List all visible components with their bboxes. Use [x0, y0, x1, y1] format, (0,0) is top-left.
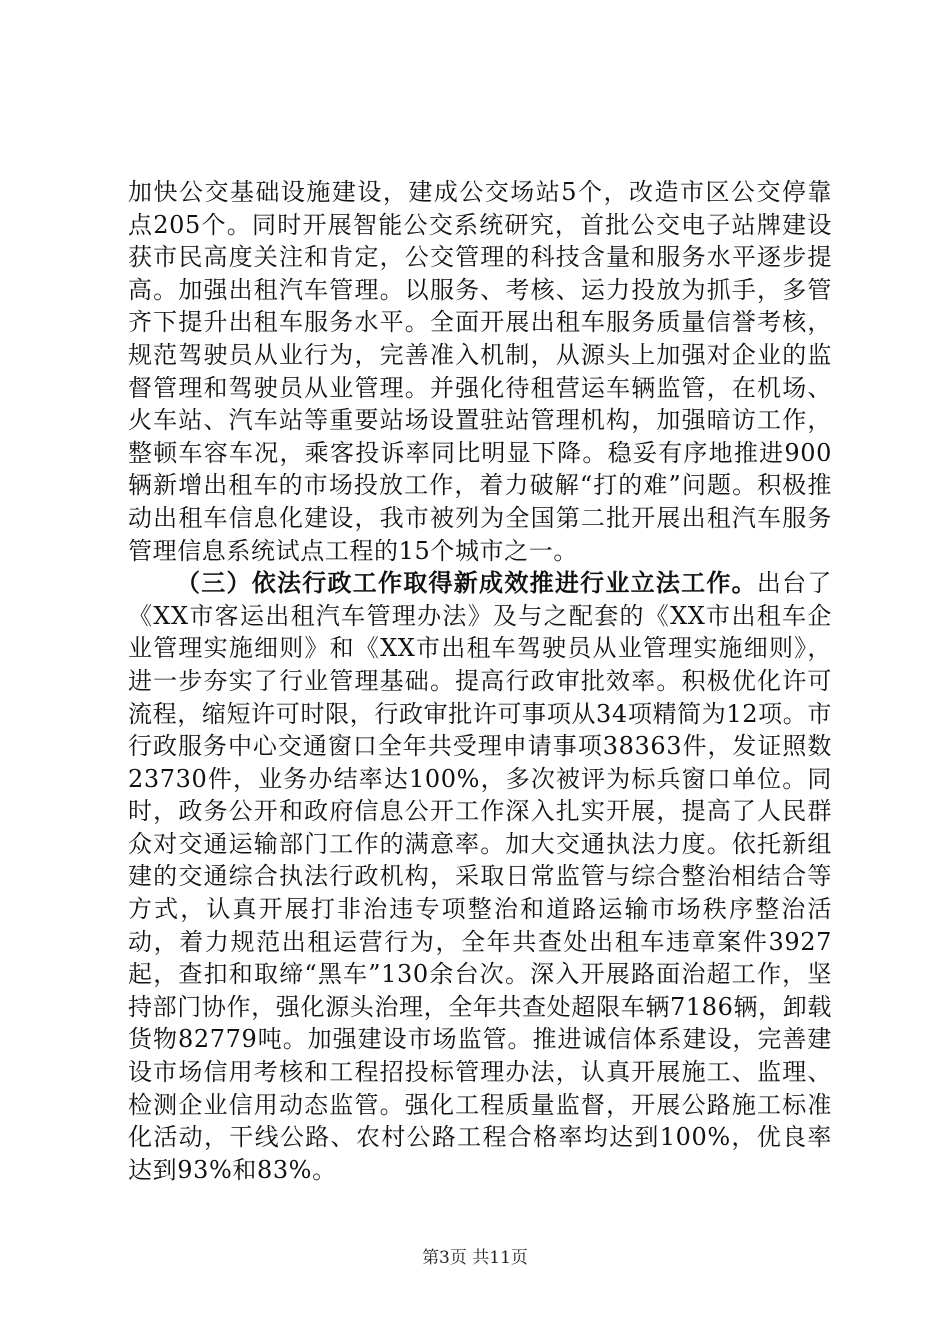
document-body	[128, 176, 832, 1186]
page-number-footer: 第3页 共11页	[422, 1248, 528, 1268]
paragraph-continuation: 加快公交基础设施建设，建成公交场站5个，改造市区公交停靠点205个。同时开展智能公交系统研究，首批公交电子站牌建设获市民高度关注和肯定，公交管理的科技含量和服务水平逐步提高。加强出租汽车管理。以服务、考核、运力投放为抓手，多管齐下提升出租车服务水平。全面开展出租车服务质量信誉考核，规范驾驶员从业行为，完善准入机制，从源头上加强对企业的监督管理和驾驶员从业管理。并强化待租营运车辆监管，在机场、火车站、汽车站等重要站场设置驻站管理机构，加强暗访工作，整顿车容车况，乘客投诉率同比明显下降。稳妥有序地推进900辆新增出租车的市场投放工作，着力破解“打的难”问题。积极推动出租车信息化建设，我市被列为全国第二批开展出租汽车服务管理信息系统试点工程的15个城市之一。	[128, 178, 832, 565]
paragraph-body: 出台了《XX市客运出租汽车管理办法》及与之配套的《XX市出租车企业管理实施细则》和《XX市出租车驾驶员从业管理实施细则》，进一步夯实了行业管理基础。提高行政审批效率。积极优化许可流程，缩短许可时限，行政审批许可事项从34项精简为12项。市行政服务中心交通窗口全年共受理申请事项38363件，发证照数23730件，业务办结率达100%，多次被评为标兵窗口单位。同时，政务公开和政府信息公开工作深入扎实开展，提高了人民群众对交通运输部门工作的满意率。加大交通执法力度。依托新组建的交通综合执法行政机构，采取日常监管与综合整治相结合等方式，认真开展打非治违专项整治和道路运输市场秩序整治活动，着力规范出租运营行为，全年共查处出租车违章案件3927起，查扣和取缔“黑车”130余台次。深入开展路面治超工作，坚持部门协作，强化源头治理，全年共查处超限车辆7186辆，卸载货物82779吨。加强建设市场监管。推进诚信体系建设，完善建设市场信用考核和工程招投标管理办法，认真开展施工、监理、检测企业信用动态监管。强化工程质量监督，开展公路施工标准化活动，干线公路、农村公路工程合格率均达到100%，优良率达到93%和83%。	[128, 569, 832, 1184]
section-heading: （三）依法行政工作取得新成效推进行业立法工作。	[176, 568, 757, 598]
paragraph-legal-administration	[128, 567, 832, 1186]
